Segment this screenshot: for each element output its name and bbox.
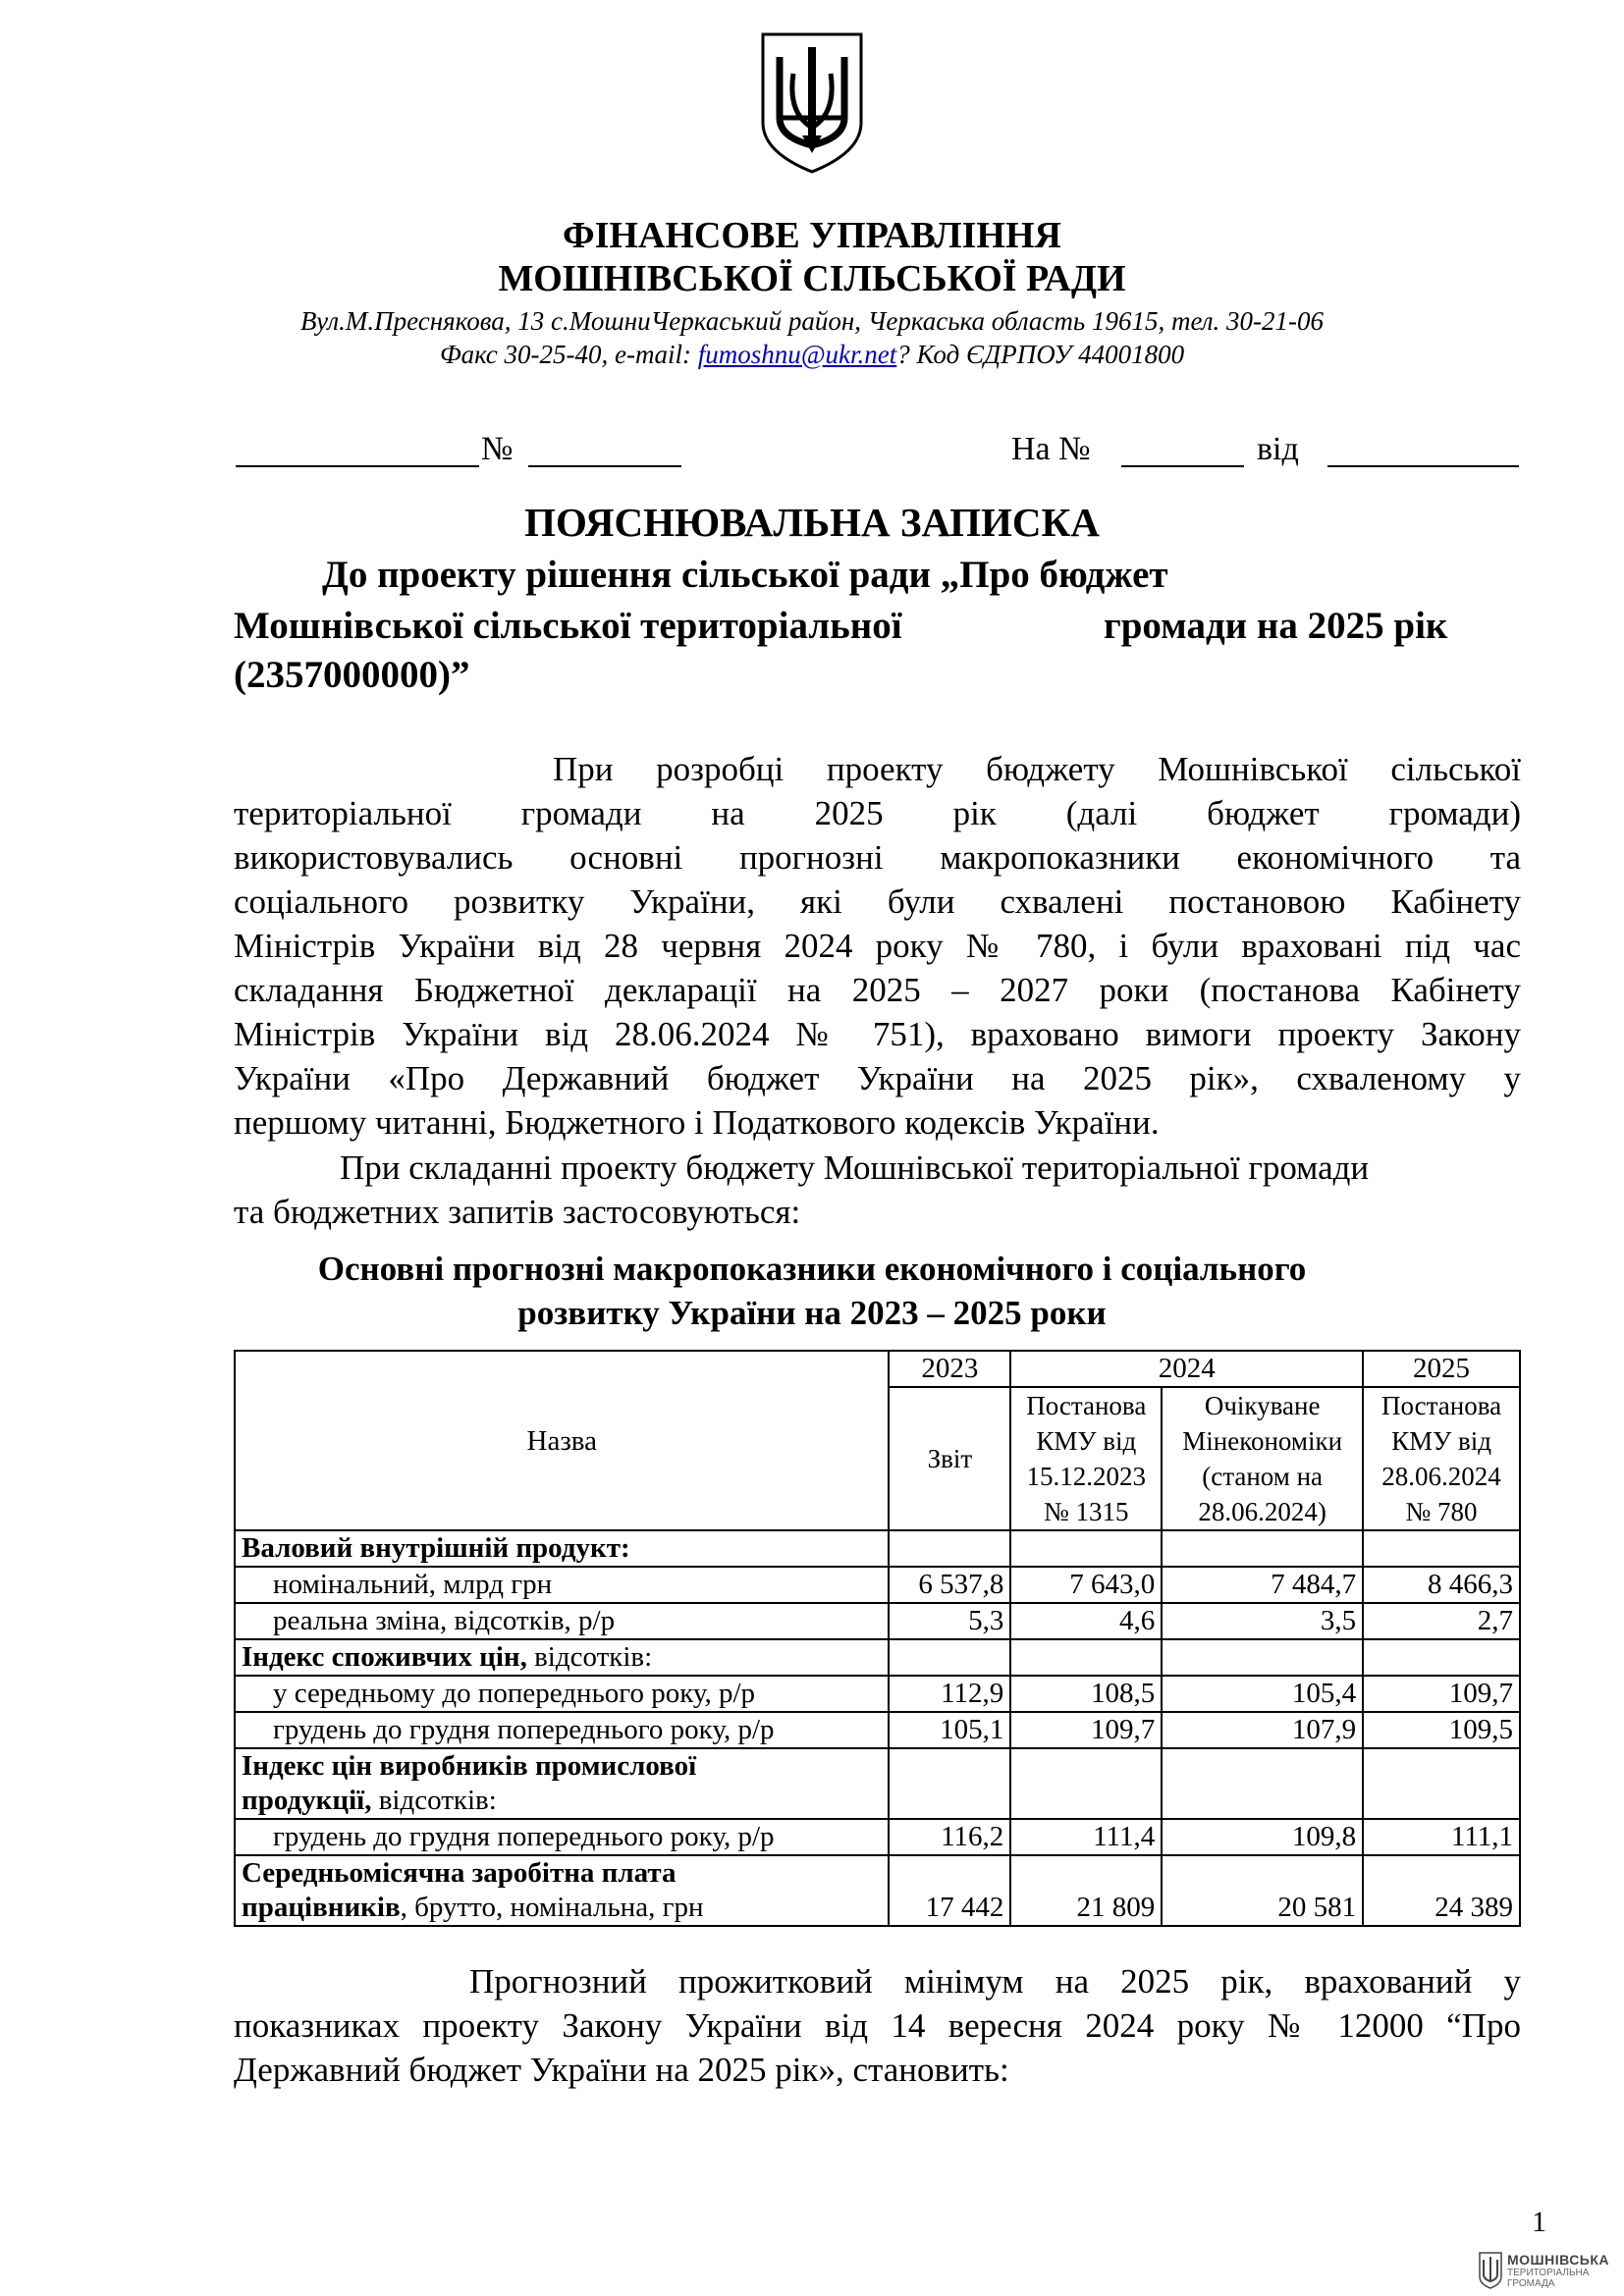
p1-line: першому читанні, Бюджетного і Податкового кодексів України. <box>234 1103 1160 1142</box>
reply-number-label: На № <box>1011 431 1091 467</box>
sub-2025-text: № 780 <box>1405 1497 1478 1526</box>
sub-2024a-text: КМУ від <box>1036 1426 1137 1456</box>
table-row <box>235 1819 1520 1855</box>
wage-label-rest: , брутто, номінальна, грн <box>400 1892 704 1923</box>
sub-2024b-text: 28.06.2024) <box>1198 1497 1326 1526</box>
community-logo <box>1478 2250 1615 2291</box>
sub-2024b-text: Мінекономіки <box>1182 1426 1343 1456</box>
cell-value: 6 537,8 <box>889 1567 1010 1603</box>
cell-value: 105,1 <box>889 1712 1010 1748</box>
year-2024-header: 2024 <box>1010 1351 1363 1387</box>
macro-indicators-table <box>234 1350 1521 1927</box>
p2-line2: та бюджетних запитів застосовуються: <box>234 1193 801 1231</box>
row-label: реальна зміна, відсотків, р/р <box>235 1603 889 1639</box>
cpi-label-bold: Індекс споживчих цін, <box>242 1641 527 1673</box>
fax-text: Факс 30-25-40, e-mail: <box>439 340 698 369</box>
cell-value: 24 389 <box>1363 1855 1520 1926</box>
p3-line: показниках проекту Закону України від 14 вересня 2024 року № 12000 “Про <box>234 2006 1521 2045</box>
cell-value: 5,3 <box>889 1603 1010 1639</box>
org-name-line2: МОШНІВСЬКОЇ СІЛЬСЬКОЇ РАДИ <box>498 258 1126 299</box>
logo-text-1: МОШНІВСЬКА <box>1507 2252 1610 2268</box>
cpi-label-rest: відсотків: <box>526 1641 653 1673</box>
cell-value: 109,8 <box>1162 1819 1363 1855</box>
p1-line: використовувались основні прогнозні макропоказники економічного та <box>234 838 1521 877</box>
cell-value: 3,5 <box>1162 1603 1363 1639</box>
cell-value: 116,2 <box>889 1819 1010 1855</box>
ppi-section-label <box>235 1748 889 1819</box>
email-link[interactable]: fumoshnu@ukr.net <box>697 340 897 369</box>
p1-line: складання Бюджетної декларації на 2025 – 2027 роки (постанова Кабінету <box>234 971 1521 1009</box>
cell-value: 105,4 <box>1162 1676 1363 1712</box>
p1-line: територіальної громади на 2025 рік (далі бюджет громади) <box>234 794 1521 832</box>
table-row <box>235 1567 1520 1603</box>
reply-date-blank <box>1327 465 1519 467</box>
table-row <box>235 1676 1520 1712</box>
cell-value: 8 466,3 <box>1363 1567 1520 1603</box>
cell-value: 109,7 <box>1010 1712 1162 1748</box>
cell-value: 109,7 <box>1363 1676 1520 1712</box>
row-label: грудень до грудня попереднього року, р/р <box>235 1819 889 1855</box>
subject-line2a: Мошнівської сільської територіальної <box>234 605 902 647</box>
p3-line: Державний бюджет України на 2025 рік», становить: <box>234 2051 1009 2089</box>
table-row <box>235 1603 1520 1639</box>
cell-value: 17 442 <box>889 1855 1010 1926</box>
cell-value: 111,4 <box>1010 1819 1162 1855</box>
sub-2024b-header <box>1162 1387 1363 1530</box>
table-row <box>235 1855 1520 1926</box>
subject-line3: (2357000000)” <box>234 654 470 696</box>
p1-line: Міністрів України від 28 червня 2024 року № 780, і були враховані під час <box>234 927 1521 965</box>
code-text: ? Код ЄДРПОУ 44001800 <box>896 340 1185 369</box>
wage-label-bold: Середньомісячна заробітна плата <box>242 1857 677 1889</box>
cell-value: 7 484,7 <box>1162 1567 1363 1603</box>
sub-2024b-text: (станом на <box>1202 1462 1324 1491</box>
address-line: Вул.М.Преснякова, 13 с.МошниЧеркаський район, Черкаська область 19615, тел. 30-21-06 <box>299 306 1325 336</box>
logo-text-2: ТЕРИТОРІАЛЬНА <box>1507 2268 1590 2278</box>
page-number: 1 <box>1532 2206 1546 2238</box>
row-label: номінальний, млрд грн <box>235 1567 889 1603</box>
logo-text-3: ГРОМАДА <box>1507 2278 1555 2289</box>
p1-line: соціального розвитку України, які були схвалені постановою Кабінету <box>234 882 1521 921</box>
ppi-label-bold: Індекс цін виробників промислової <box>242 1750 697 1782</box>
ppi-label-bold: продукції, <box>242 1785 372 1816</box>
sub-2024a-text: 15.12.2023 <box>1026 1462 1147 1491</box>
sub-2025-text: 28.06.2024 <box>1381 1462 1501 1491</box>
table-title <box>0 1247 1624 1335</box>
subject-line2b: громади на 2025 рік <box>1104 605 1448 647</box>
wage-label-bold: працівників <box>242 1892 401 1923</box>
reply-number-blank <box>1121 465 1244 467</box>
outgoing-date-blank <box>236 465 479 467</box>
sub-2025-header <box>1363 1387 1520 1530</box>
sub-2024a-text: № 1315 <box>1044 1497 1129 1526</box>
cell-value: 108,5 <box>1010 1676 1162 1712</box>
year-2023-header: 2023 <box>889 1351 1010 1387</box>
sub-2025-text: Постанова <box>1380 1391 1502 1420</box>
reply-from-label: від <box>1257 431 1299 467</box>
table-row <box>235 1748 1520 1819</box>
paragraph-3 <box>234 1959 1521 2092</box>
table-header-row <box>235 1351 1520 1387</box>
cell-value: 7 643,0 <box>1010 1567 1162 1603</box>
sub-2025-text: КМУ від <box>1391 1426 1491 1456</box>
cell-value: 4,6 <box>1010 1603 1162 1639</box>
table-row <box>235 1712 1520 1748</box>
row-label: грудень до грудня попереднього року, р/р <box>235 1712 889 1748</box>
outgoing-number-blank <box>528 465 681 467</box>
row-label: у середньому до попереднього року, р/р <box>235 1676 889 1712</box>
table-title-line1: Основні прогнозні макропоказники економічного і соціального <box>317 1250 1307 1288</box>
wage-label <box>235 1855 889 1926</box>
p2-line1: При складанні проекту бюджету Мошнівської територіальної громади <box>340 1148 1370 1187</box>
cell-value: 112,9 <box>889 1676 1010 1712</box>
trident-icon <box>1478 2251 1503 2290</box>
cell-value: 20 581 <box>1162 1855 1363 1926</box>
org-name-line1: ФІНАНСОВЕ УПРАВЛІННЯ <box>563 215 1061 256</box>
year-2025-header: 2025 <box>1363 1351 1520 1387</box>
document-title: ПОЯСНЮВАЛЬНА ЗАПИСКА <box>524 500 1100 545</box>
number-sign: № <box>481 431 514 467</box>
sub-2024a-text: Постанова <box>1026 1391 1147 1420</box>
p1-line: Міністрів України від 28.06.2024 № 751), враховано вимоги проекту Закону <box>234 1015 1521 1053</box>
gdp-section-label: Валовий внутрішній продукт: <box>235 1530 889 1567</box>
cell-value: 111,1 <box>1363 1819 1520 1855</box>
cell-value: 2,7 <box>1363 1603 1520 1639</box>
sub-2023-header: Звіт <box>889 1387 1010 1530</box>
cell-value: 107,9 <box>1162 1712 1363 1748</box>
cpi-section-label <box>235 1639 889 1676</box>
cell-value: 109,5 <box>1363 1712 1520 1748</box>
contact-line <box>0 338 1624 371</box>
paragraph-1 <box>234 747 1521 1145</box>
p1-line: України «Про Державний бюджет України на 2025 рік», схваленому у <box>234 1059 1521 1097</box>
p1-line: При розробці проекту бюджету Мошнівської сільської <box>553 750 1521 788</box>
table-row <box>235 1639 1520 1676</box>
ppi-label-rest: відсотків: <box>371 1785 497 1816</box>
sub-2024b-text: Очікуване <box>1204 1391 1321 1420</box>
cell-value: 21 809 <box>1010 1855 1162 1926</box>
table-title-line2: розвитку України на 2023 – 2025 роки <box>517 1294 1107 1332</box>
sub-2024a-header <box>1010 1387 1162 1530</box>
emblem-trident-icon <box>758 29 866 177</box>
subject-line1: До проекту рішення сільської ради „Про бюджет <box>322 554 1168 596</box>
p3-line: Прогнозний прожитковий мінімум на 2025 рік, врахований у <box>469 1962 1521 2001</box>
col-name-header: Назва <box>235 1351 889 1530</box>
table-row <box>235 1530 1520 1567</box>
